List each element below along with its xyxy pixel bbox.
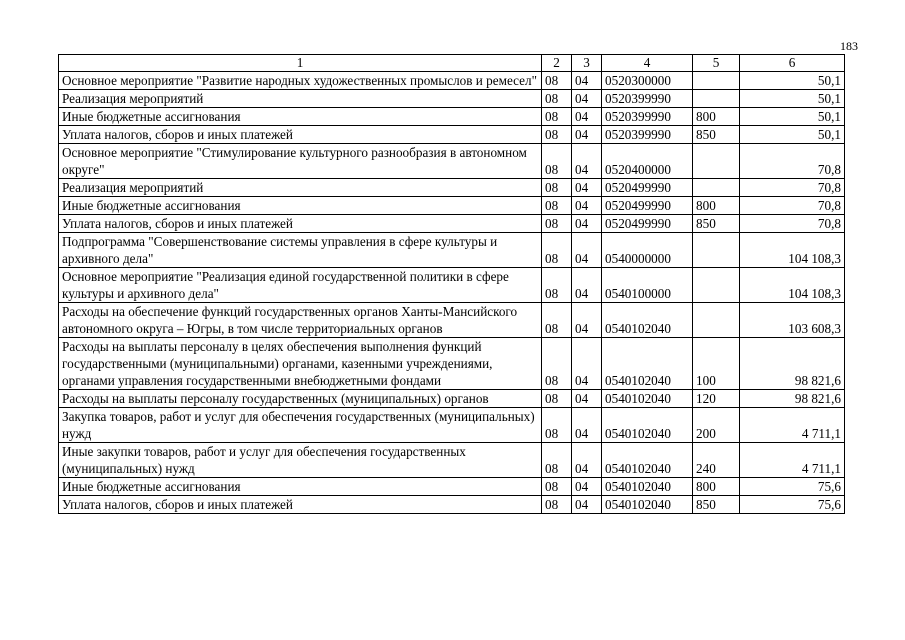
cell-subsection: 04 [572,90,602,108]
cell-name: Уплата налогов, сборов и иных платежей [59,496,542,514]
table-row [59,72,845,90]
table-row [59,496,845,514]
table-row [59,408,845,443]
cell-section: 08 [542,126,572,144]
cell-expense-type: 850 [693,126,740,144]
cell-section: 08 [542,268,572,303]
table-row [59,126,845,144]
cell-section: 08 [542,496,572,514]
table-row [59,144,845,179]
cell-subsection: 04 [572,126,602,144]
cell-expense-type: 200 [693,408,740,443]
cell-name: Основное мероприятие "Стимулирование культурного разнообразия в автономном округе" [59,144,542,179]
cell-subsection: 04 [572,390,602,408]
cell-expense-type [693,72,740,90]
table-row [59,215,845,233]
cell-amount: 50,1 [740,90,845,108]
cell-subsection: 04 [572,108,602,126]
cell-subsection: 04 [572,268,602,303]
column-header-target-article: 4 [602,55,693,72]
cell-amount: 50,1 [740,108,845,126]
cell-amount: 4 711,1 [740,408,845,443]
cell-target-article: 0540102040 [602,390,693,408]
cell-section: 08 [542,478,572,496]
cell-name: Иные бюджетные ассигнования [59,108,542,126]
cell-section: 08 [542,338,572,390]
cell-expense-type: 800 [693,108,740,126]
cell-target-article: 0540102040 [602,338,693,390]
cell-amount: 70,8 [740,144,845,179]
cell-expense-type [693,90,740,108]
cell-amount: 4 711,1 [740,443,845,478]
cell-target-article: 0520499990 [602,179,693,197]
cell-amount: 98 821,6 [740,390,845,408]
cell-subsection: 04 [572,144,602,179]
cell-section: 08 [542,197,572,215]
cell-target-article: 0540100000 [602,268,693,303]
cell-target-article: 0520300000 [602,72,693,90]
cell-name: Основное мероприятие "Развитие народных художественных промыслов и ремесел" [59,72,542,90]
cell-expense-type [693,233,740,268]
cell-expense-type: 120 [693,390,740,408]
cell-amount: 98 821,6 [740,338,845,390]
cell-section: 08 [542,408,572,443]
table-row [59,338,845,390]
cell-name: Основное мероприятие "Реализация единой государственной политики в сфере культуры и архивного дела" [59,268,542,303]
cell-section: 08 [542,179,572,197]
cell-section: 08 [542,72,572,90]
cell-target-article: 0520399990 [602,90,693,108]
cell-subsection: 04 [572,233,602,268]
column-header-section: 2 [542,55,572,72]
column-header-name: 1 [59,55,542,72]
cell-expense-type: 240 [693,443,740,478]
table-row [59,90,845,108]
cell-name: Уплата налогов, сборов и иных платежей [59,126,542,144]
table-body [59,72,845,514]
cell-name: Расходы на выплаты персоналу в целях обеспечения выполнения функций государственными (муниципальными) органами, казенными учреждениями, органами управления государственными внебюджетными фондами [59,338,542,390]
table-row [59,478,845,496]
cell-subsection: 04 [572,338,602,390]
cell-amount: 75,6 [740,496,845,514]
cell-subsection: 04 [572,197,602,215]
cell-subsection: 04 [572,303,602,338]
cell-target-article: 0520499990 [602,197,693,215]
cell-amount: 104 108,3 [740,268,845,303]
cell-name: Иные закупки товаров, работ и услуг для обеспечения государственных (муниципальных) нужд [59,443,542,478]
cell-section: 08 [542,108,572,126]
cell-expense-type [693,144,740,179]
cell-target-article: 0540102040 [602,408,693,443]
cell-target-article: 0520399990 [602,108,693,126]
budget-table [58,54,845,514]
cell-name: Расходы на обеспечение функций государственных органов Ханты-Мансийского автономного округа – Югры, в том числе территориальных органов [59,303,542,338]
cell-subsection: 04 [572,179,602,197]
cell-name: Закупка товаров, работ и услуг для обеспечения государственных (муниципальных) нужд [59,408,542,443]
table-row [59,108,845,126]
cell-target-article: 0540102040 [602,496,693,514]
cell-target-article: 0520499990 [602,215,693,233]
column-header-expense-type: 5 [693,55,740,72]
cell-name: Иные бюджетные ассигнования [59,478,542,496]
cell-target-article: 0520400000 [602,144,693,179]
cell-expense-type: 100 [693,338,740,390]
cell-section: 08 [542,233,572,268]
cell-name: Расходы на выплаты персоналу государственных (муниципальных) органов [59,390,542,408]
cell-amount: 50,1 [740,126,845,144]
cell-expense-type: 800 [693,478,740,496]
cell-expense-type [693,179,740,197]
cell-name: Подпрограмма "Совершенствование системы управления в сфере культуры и архивного дела" [59,233,542,268]
cell-section: 08 [542,215,572,233]
cell-subsection: 04 [572,215,602,233]
cell-section: 08 [542,144,572,179]
table-row [59,197,845,215]
header-row [59,55,845,72]
cell-expense-type [693,268,740,303]
table-row [59,390,845,408]
cell-target-article: 0540102040 [602,303,693,338]
cell-expense-type: 850 [693,496,740,514]
cell-target-article: 0540000000 [602,233,693,268]
cell-section: 08 [542,303,572,338]
cell-section: 08 [542,390,572,408]
cell-name: Иные бюджетные ассигнования [59,197,542,215]
cell-amount: 70,8 [740,215,845,233]
cell-subsection: 04 [572,496,602,514]
cell-amount: 50,1 [740,72,845,90]
cell-amount: 104 108,3 [740,233,845,268]
cell-target-article: 0540102040 [602,443,693,478]
column-header-subsection: 3 [572,55,602,72]
cell-subsection: 04 [572,443,602,478]
cell-amount: 70,8 [740,179,845,197]
cell-amount: 70,8 [740,197,845,215]
cell-amount: 103 608,3 [740,303,845,338]
cell-section: 08 [542,443,572,478]
cell-expense-type [693,303,740,338]
cell-subsection: 04 [572,408,602,443]
cell-name: Уплата налогов, сборов и иных платежей [59,215,542,233]
cell-expense-type: 850 [693,215,740,233]
cell-target-article: 0520399990 [602,126,693,144]
cell-target-article: 0540102040 [602,478,693,496]
cell-amount: 75,6 [740,478,845,496]
table-row [59,303,845,338]
column-header-amount: 6 [740,55,845,72]
cell-expense-type: 800 [693,197,740,215]
table-row [59,268,845,303]
cell-subsection: 04 [572,72,602,90]
cell-section: 08 [542,90,572,108]
table-row [59,233,845,268]
cell-subsection: 04 [572,478,602,496]
page-number: 183 [840,39,858,53]
cell-name: Реализация мероприятий [59,90,542,108]
table-row [59,443,845,478]
table-row [59,179,845,197]
cell-name: Реализация мероприятий [59,179,542,197]
